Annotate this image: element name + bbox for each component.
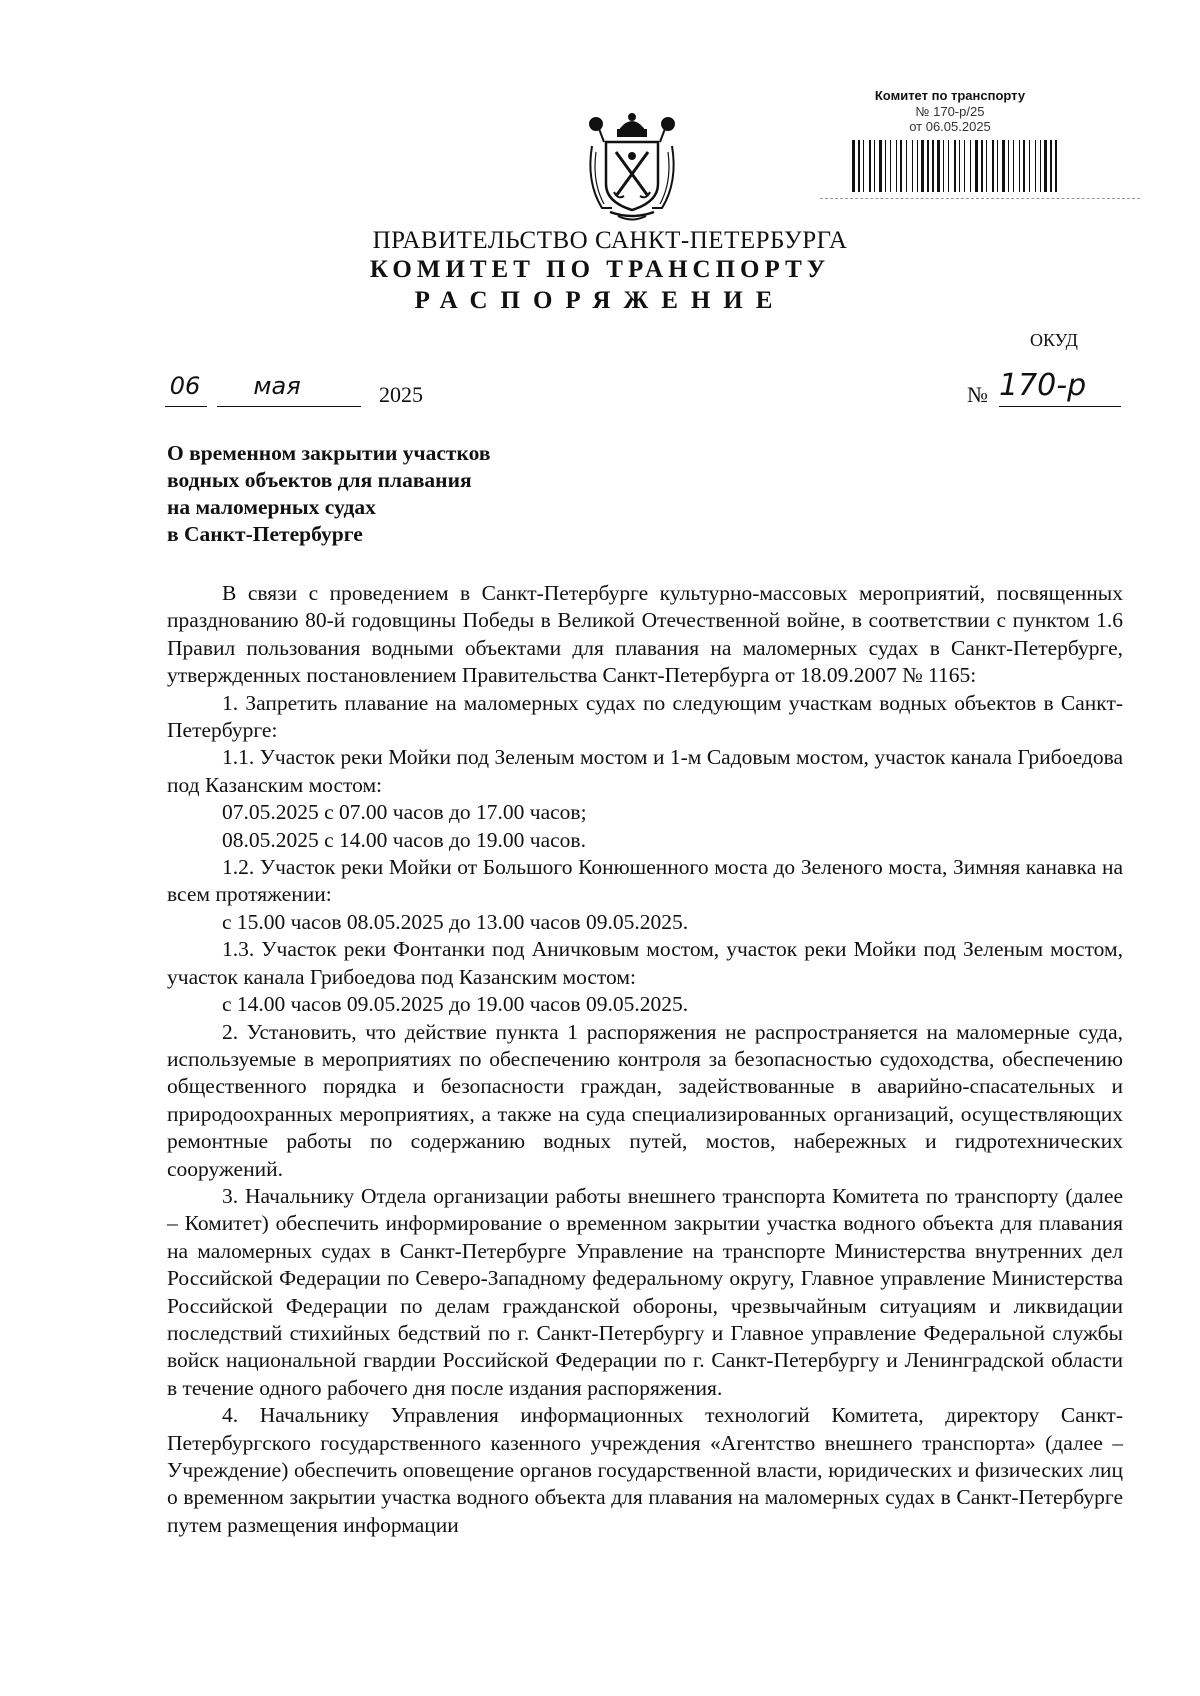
barcode-bar [869,140,871,192]
date-number-row [165,368,1087,412]
barcode-bar [932,140,934,192]
date-month: мая [253,372,301,400]
stamp-org: Комитет по транспорту [874,88,1026,103]
paragraph-preamble: В связи с проведением в Санкт-Петербурге культурно-массовых мероприятий, посвященных празднованию 80-й годовщины Победы в Великой Отечественной войне, в соответствии с пунктом 1.6 Правил пользования водными объектами для плавания на маломерных судах в Санкт-Петербурге, утвержденных постановлением Правительства Санкт-Петербурга от 18.09.2007 № 1165: [167,581,1123,688]
barcode-bar [858,140,860,192]
barcode-bar [1029,140,1030,192]
subject-line: в Санкт-Петербурге [167,522,363,546]
coat-of-arms-emblem [582,112,682,224]
paragraph-schedule: с 14.00 часов 09.05.2025 до 19.00 часов 09.05.2025. [222,992,689,1017]
barcode-bar [890,140,891,192]
stamp-date: от 06.05.2025 [909,119,991,134]
barcode [850,140,1060,202]
barcode-bar [927,140,929,192]
barcode-bar [1044,140,1047,192]
barcode-bar [1008,140,1009,192]
number-sign: № [967,382,988,407]
barcode-bar [906,140,907,192]
paragraph-item-1-3: 1.3. Участок реки Фонтанки под Аничковым мостом, участок реки Мойки под Зеленым мостом, участок канала Грибоедова под Казанским мостом: [167,937,1123,989]
barcode-bar [885,140,886,192]
barcode-bar [975,140,978,192]
paragraph-item-1-2: 1.2. Участок реки Мойки от Большого Конюшенного моста до Зеленого моста, Зимняя канавка на всем протяжении: [167,855,1123,907]
barcode-bar [1002,140,1005,192]
barcode-bar [852,140,855,192]
barcode-bar [1055,140,1057,192]
barcode-bar [948,140,949,192]
date-month-underline [217,406,361,407]
barcode-bar [997,140,998,192]
barcode-bar [992,140,994,192]
barcode-bar [896,140,897,192]
subject-line: на маломерных судах [167,495,376,519]
subject-line: О временном закрытии участков [167,441,491,465]
registration-stamp [840,88,1060,134]
document-body [167,580,1123,1539]
paragraph-schedule: 08.05.2025 с 14.00 часов до 19.00 часов. [222,827,586,852]
paragraph-schedule: с 15.00 часов 08.05.2025 до 13.00 часов 09.05.2025. [222,909,689,934]
okud-label: ОКУД [1030,330,1078,350]
paragraph-item-3: 3. Начальнику Отдела организации работы внешнего транспорта Комитета по транспорту (далее – Комитет) обеспечить информирование о временном закрытии участка водного объекта для плавания на маломерных судах в Санкт-Петербурге Управление на транспорте Министерства внутренних дел Российской Федерации по Северо-Западному федеральному округу, Главное управление Министерства Российской Федерации по делам гражданской обороны, чрезвычайным ситуациям и ликвидации последствий стихийных бедствий по г. Санкт-Петербургу и Главное управление Федеральной службы войск национальной гвардии Российской Федерации по г. Санкт-Петербургу и Ленинградской области в течение одного рабочего дня после издания распоряжения. [167,1183,1123,1400]
barcode-bar [954,140,956,192]
barcode-bar [1019,140,1020,192]
barcode-bar [970,140,971,192]
barcode-bar [937,140,940,192]
number-underline [999,406,1121,407]
barcode-bar [874,140,875,192]
date-day-underline [165,406,207,407]
stamp-number: № 170-р/25 [915,104,985,119]
barcode-bar [917,140,918,192]
barcode-bar [900,140,902,192]
document-header [0,226,1200,317]
barcode-bar [1050,140,1052,192]
barcode-bar [981,140,983,192]
document-number: 170-р [999,368,1087,403]
date-day: 06 [169,372,201,400]
barcode-bar [912,140,913,192]
date-year: 2025 [379,382,423,407]
paragraph-item-4: 4. Начальнику Управления информационных технологий Комитета, директору Санкт-Петербургского государственного казенного учреждения «Агентство внешнего транспорта» (далее – Учреждение) обеспечить оповещение органов государственной власти, юридических и физических лиц о временном закрытии участка водного объекта для плавания на маломерных судах в Санкт-Петербурге путем размещения информации [167,1403,1123,1537]
subject-line: водных объектов для плавания [167,468,472,492]
barcode-bar [1013,140,1014,192]
document-type: РАСПОРЯЖЕНИЕ [414,287,786,314]
barcode-bar [1023,140,1025,192]
barcode-bar [943,140,944,192]
document-subject [167,440,587,548]
barcode-bar [879,140,882,192]
paragraph-schedule: 07.05.2025 с 07.00 часов до 17.00 часов; [222,800,587,825]
barcode-bar [1035,140,1036,192]
committee-title: КОМИТЕТ ПО ТРАНСПОРТУ [369,256,831,283]
barcode-bar [863,140,864,192]
paragraph-item-2: 2. Установить, что действие пункта 1 распоряжения не распространяется на маломерные суда, используемые в мероприятиях по обеспечению контроля за безопасностью судоходства, обеспечению общественного порядка и безопасности граждан, задействованные в аварийно-спасательных и природоохранных мероприятиях, а также на суда специализированных организаций, осуществляющих ремонтные работы по содержанию водных путей, мостов, набережных и гидротехнических сооружений. [167,1019,1123,1181]
barcode-bar [921,140,924,192]
barcode-bar [1040,140,1041,192]
stamp-divider [820,198,1140,200]
government-title: ПРАВИТЕЛЬСТВО САНКТ-ПЕТЕРБУРГА [372,227,848,254]
barcode-bar [959,140,960,192]
paragraph-item-1-1: 1.1. Участок реки Мойки под Зеленым мостом и 1-м Садовым мостом, участок канала Грибоедова под Казанским мостом: [167,745,1123,797]
barcode-bar [964,140,965,192]
paragraph-item-1: 1. Запретить плавание на маломерных судах по следующим участкам водных объектов в Санкт-Петербурге: [167,690,1123,743]
barcode-bar [986,140,987,192]
